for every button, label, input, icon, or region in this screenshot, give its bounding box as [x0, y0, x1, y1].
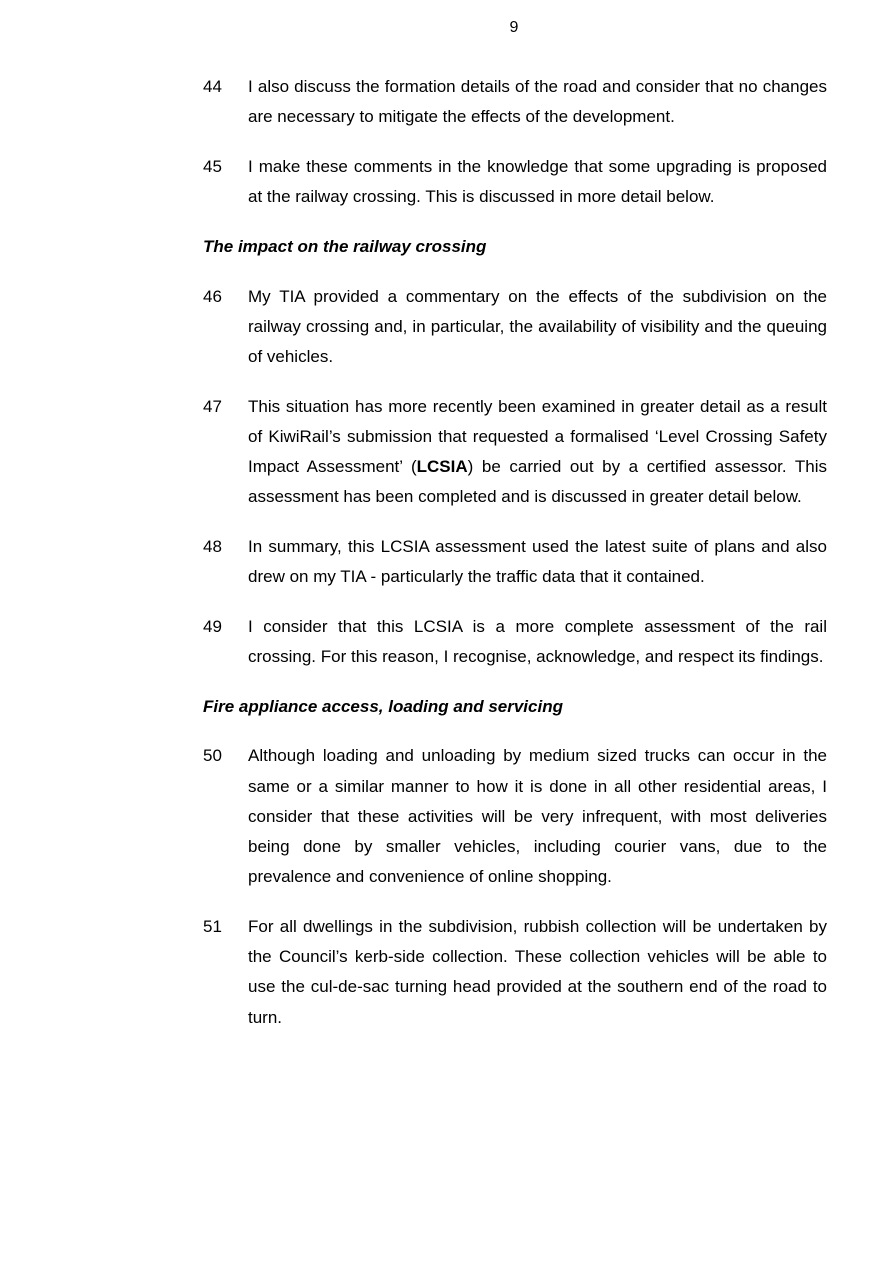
- paragraph-51: [203, 912, 827, 1033]
- paragraph-text: I also discuss the formation details of the road and consider that no changes are necessary to mitigate the effects of the development.: [248, 77, 827, 127]
- paragraph-number: 45: [203, 156, 222, 176]
- paragraph-47: [203, 392, 827, 513]
- paragraph-number: 51: [203, 916, 222, 936]
- paragraph-number: 50: [203, 746, 222, 766]
- paragraph-number: 48: [203, 536, 222, 556]
- page-body: [203, 72, 827, 1052]
- paragraph-44: [203, 72, 827, 132]
- paragraph-text: Although loading and unloading by medium sized trucks can occur in the same or a similar manner to how it is done in all other residential areas, I consider that these activities will be very infrequent, with most deliveries being done by smaller vehicles, including courier vans, due to the prevalence and convenience of online shopping.: [248, 746, 827, 887]
- paragraph-number: 46: [203, 286, 222, 306]
- paragraph-number: 44: [203, 77, 222, 96]
- paragraph-text-before: This situation has more recently been examined in greater detail as a result of KiwiRail’s submission that requested a formalised ‘Level Crossing Safety Impact Assessment’ (: [248, 396, 827, 477]
- paragraph-46: [203, 282, 827, 373]
- paragraph-49: [203, 612, 827, 672]
- paragraph-text: [248, 397, 827, 507]
- paragraph-text: I consider that this LCSIA is a more complete assessment of the rail crossing. For this reason, I recognise, acknowledge, and respect its findings.: [248, 616, 827, 667]
- paragraph-text: I make these comments in the knowledge that some upgrading is proposed at the railway crossing. This is discussed in more detail below.: [248, 156, 827, 207]
- section-heading-railway-crossing: The impact on the railway crossing: [203, 236, 487, 256]
- page-number: 9: [509, 19, 519, 36]
- paragraph-text: My TIA provided a commentary on the effects of the subdivision on the railway crossing and, in particular, the availability of visibility and the queuing of vehicles.: [248, 286, 827, 366]
- paragraph-45: [203, 152, 827, 212]
- paragraph-48: [203, 532, 827, 592]
- paragraph-text: For all dwellings in the subdivision, rubbish collection will be undertaken by the Council’s kerb-side collection. These collection vehicles will be able to use the cul-de-sac turning head provided at the southern end of the road to turn.: [248, 916, 827, 1027]
- paragraph-number: 49: [203, 616, 222, 636]
- section-heading-fire-appliance: Fire appliance access, loading and servicing: [203, 696, 563, 716]
- paragraph-50: [203, 741, 827, 892]
- paragraph-text-after: ) be carried out by a certified assessor. This assessment has been completed and is discussed in greater detail below.: [248, 457, 827, 507]
- paragraph-number: 47: [203, 396, 222, 416]
- defined-term-lcsia: LCSIA: [416, 457, 468, 477]
- paragraph-text: In summary, this LCSIA assessment used the latest suite of plans and also drew on my TIA - particularly the traffic data that it contained.: [248, 536, 827, 587]
